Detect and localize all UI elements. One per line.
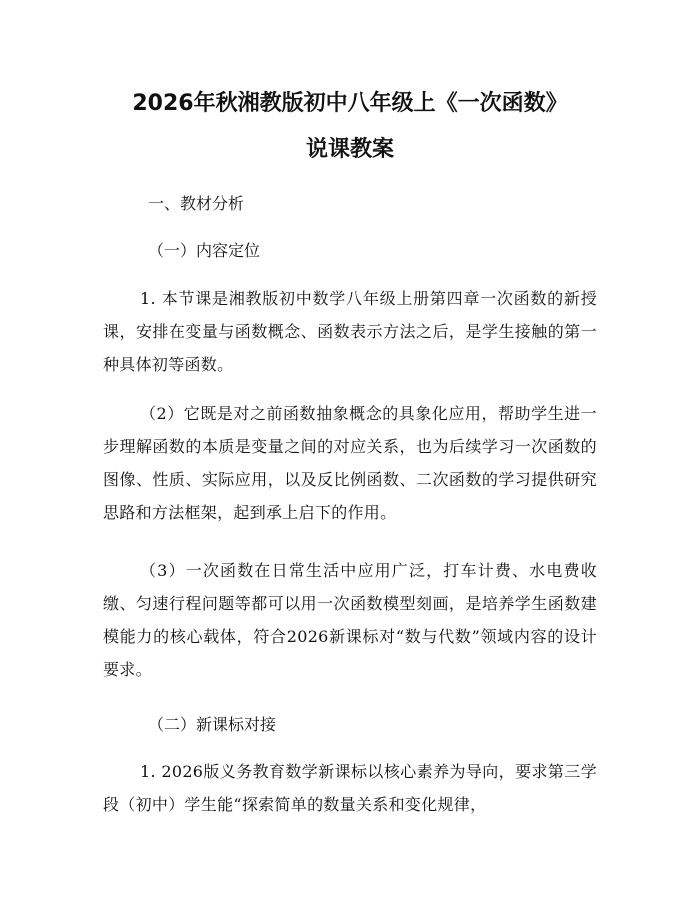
document-title-line1: 2026年秋湘教版初中八年级上《一次函数》 — [132, 91, 568, 116]
section-heading-textbook-analysis: 一、教材分析 — [148, 194, 245, 213]
subsection-heading-content-positioning: （一）内容定位 — [148, 241, 261, 260]
document-title-line2: 说课教案 — [305, 137, 394, 162]
subsection-heading-curriculum-alignment: （二）新课标对接 — [148, 715, 277, 734]
paragraph-1: 1. 本节课是湘教版初中数学八年级上册第四章一次函数的新授课，安排在变量与函数概念、函数表示方法之后，是学生接触的第一种具体初等函数。 — [103, 289, 597, 374]
paragraph-2: （2）它既是对之前函数抽象概念的具象化应用，帮助学生进一步理解函数的本质是变量之间的对应关系，也为后续学习一次函数的图像、性质、实际应用，以及反比例函数、二次函数的学习提供研究思路和方法框架，起到承上启下的作用。 — [103, 404, 597, 522]
paragraph-4: 1. 2026版义务教育数学新课标以核心素养为导向，要求第三学段（初中）学生能“探索简单的数量关系和变化规律， — [103, 762, 597, 814]
paragraph-3: （3）一次函数在日常生活中应用广泛，打车计费、水电费收缴、匀速行程问题等都可以用一次函数模型刻画，是培养学生函数建模能力的核心载体，符合2026新课标对“数与代数”领域内容的设计要求。 — [103, 561, 597, 679]
